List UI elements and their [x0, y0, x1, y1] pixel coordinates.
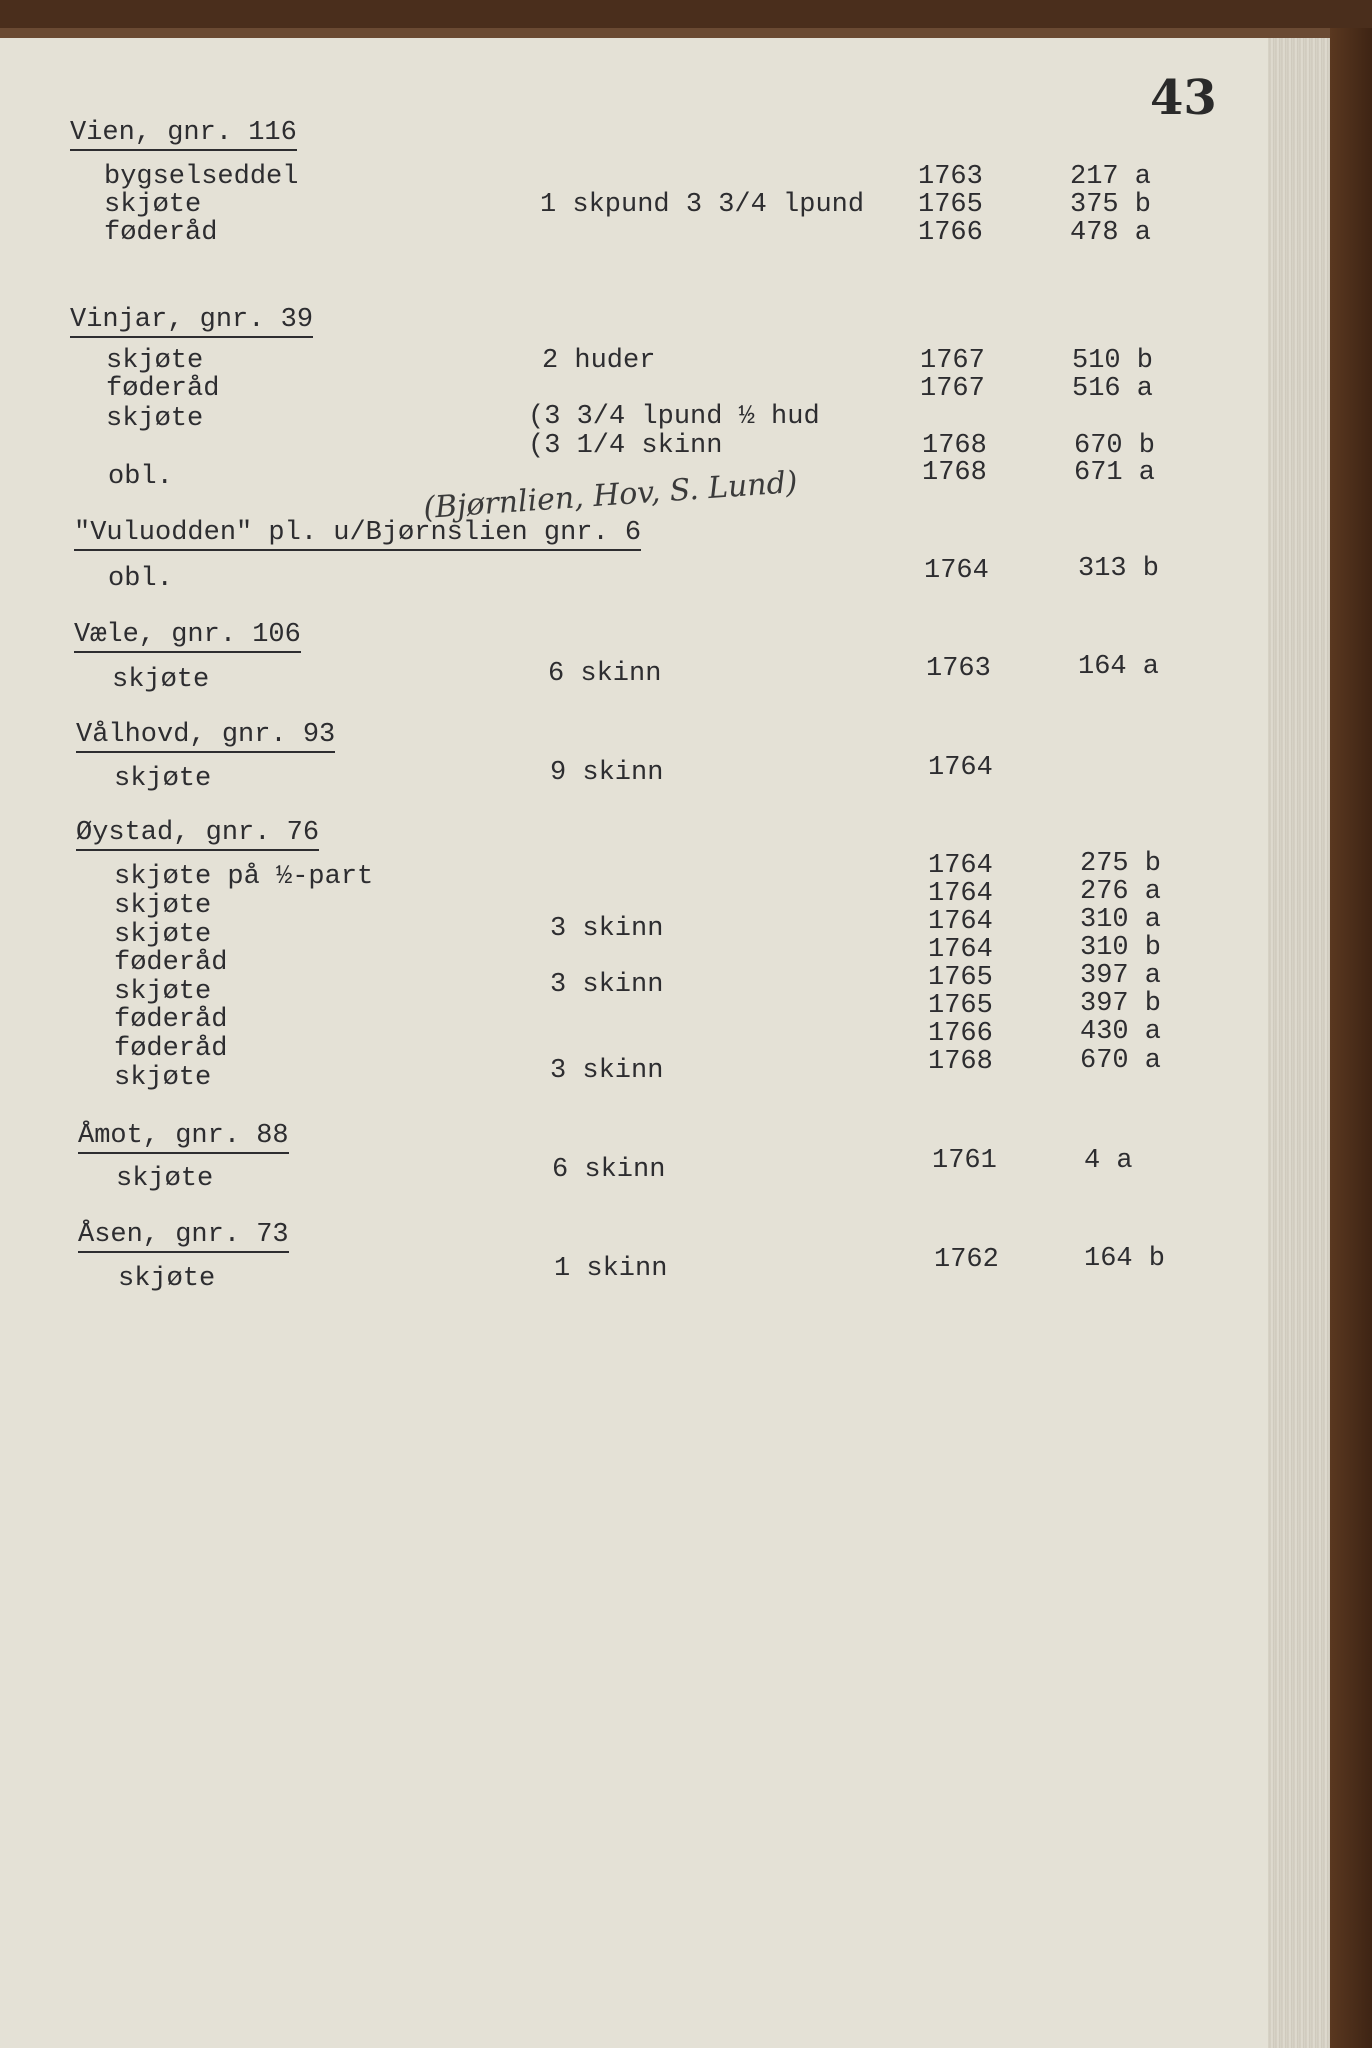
- doc-type: skjøte: [114, 764, 212, 794]
- doc-type: obl.: [108, 462, 173, 492]
- doc-type: skjøte: [104, 190, 202, 220]
- folio-ref: 276 a: [1080, 877, 1162, 907]
- property-desc: 2 huder: [542, 346, 656, 376]
- year: 1762: [934, 1245, 999, 1275]
- doc-type: føderåd: [114, 1034, 228, 1064]
- folio-ref: 313 b: [1078, 554, 1160, 584]
- property-desc: 9 skinn: [550, 758, 664, 788]
- doc-type: skjøte: [114, 920, 212, 950]
- year: 1765: [918, 190, 983, 220]
- entry-heading: Vinjar, gnr. 39: [70, 305, 313, 338]
- folio-ref: 670 a: [1080, 1046, 1162, 1076]
- year: 1766: [928, 1019, 993, 1049]
- year: 1764: [928, 753, 993, 783]
- page-number: 43: [1150, 70, 1217, 126]
- doc-type: skjøte: [106, 346, 204, 376]
- property-desc: 3 skinn: [550, 970, 664, 1000]
- doc-type: føderåd: [104, 218, 218, 248]
- folio-ref: 164 b: [1084, 1244, 1166, 1274]
- folio-ref: 275 b: [1080, 849, 1162, 879]
- doc-type: skjøte: [106, 404, 204, 434]
- year: 1764: [928, 851, 993, 881]
- year: 1767: [920, 346, 985, 376]
- folio-ref: 375 b: [1070, 190, 1152, 220]
- doc-type: skjøte: [114, 977, 212, 1007]
- folio-ref: 397 a: [1080, 961, 1162, 991]
- property-desc: 6 skinn: [548, 659, 662, 689]
- property-desc: 3 skinn: [550, 914, 664, 944]
- entry-heading: "Vuluodden" pl. u/Bjørnslien gnr. 6: [74, 518, 641, 551]
- year: 1768: [922, 431, 987, 461]
- year: 1764: [928, 935, 993, 965]
- folio-ref: 217 a: [1070, 162, 1152, 192]
- year: 1766: [918, 218, 983, 248]
- year: 1768: [928, 1047, 993, 1077]
- entry-heading: Væle, gnr. 106: [74, 620, 301, 653]
- folio-ref: 671 a: [1074, 458, 1156, 488]
- doc-type: føderåd: [114, 948, 228, 978]
- entry-heading: Vien, gnr. 116: [70, 118, 297, 151]
- entry-heading: Åsen, gnr. 73: [78, 1220, 289, 1253]
- doc-type: skjøte: [112, 665, 210, 695]
- doc-type: føderåd: [114, 1005, 228, 1035]
- year: 1767: [920, 374, 985, 404]
- year: 1763: [926, 654, 991, 684]
- property-desc: (3 3/4 lpund ½ hud: [528, 402, 820, 432]
- entry-heading: Åmot, gnr. 88: [78, 1121, 289, 1154]
- folio-ref: 164 a: [1078, 652, 1160, 682]
- doc-type: skjøte: [114, 1063, 212, 1093]
- property-desc: (3 1/4 skinn: [528, 431, 723, 461]
- doc-type: bygselseddel: [104, 162, 299, 192]
- folio-ref: 397 b: [1080, 989, 1162, 1019]
- property-desc: 1 skinn: [554, 1254, 668, 1284]
- book-cover-spine: [1330, 28, 1372, 2048]
- doc-type: obl.: [108, 564, 173, 594]
- doc-type: skjøte: [114, 891, 212, 921]
- folio-ref: 4 a: [1084, 1146, 1133, 1176]
- book-cover-top: [0, 28, 1330, 38]
- property-desc: 3 skinn: [550, 1056, 664, 1086]
- doc-type: skjøte på ½-part: [114, 862, 374, 892]
- year: 1764: [928, 907, 993, 937]
- year: 1764: [924, 556, 989, 586]
- entry-heading: Øystad, gnr. 76: [76, 818, 319, 851]
- handwritten-note: (Bjørnlien, Hov, S. Lund): [422, 464, 799, 527]
- year: 1765: [928, 991, 993, 1021]
- doc-type: skjøte: [118, 1264, 216, 1294]
- year: 1761: [932, 1146, 997, 1176]
- year: 1768: [922, 458, 987, 488]
- page-edges: [1268, 38, 1330, 2048]
- folio-ref: 430 a: [1080, 1017, 1162, 1047]
- year: 1763: [918, 162, 983, 192]
- folio-ref: 670 b: [1074, 431, 1156, 461]
- folio-ref: 310 b: [1080, 933, 1162, 963]
- year: 1765: [928, 963, 993, 993]
- folio-ref: 310 a: [1080, 905, 1162, 935]
- folio-ref: 516 a: [1072, 374, 1154, 404]
- folio-ref: 510 b: [1072, 346, 1154, 376]
- year: 1764: [928, 879, 993, 909]
- doc-type: skjøte: [116, 1164, 214, 1194]
- property-desc: 1 skpund 3 3/4 lpund: [540, 190, 865, 220]
- property-desc: 6 skinn: [552, 1155, 666, 1185]
- folio-ref: 478 a: [1070, 218, 1152, 248]
- entry-heading: Vålhovd, gnr. 93: [76, 720, 335, 753]
- doc-type: føderåd: [106, 374, 220, 404]
